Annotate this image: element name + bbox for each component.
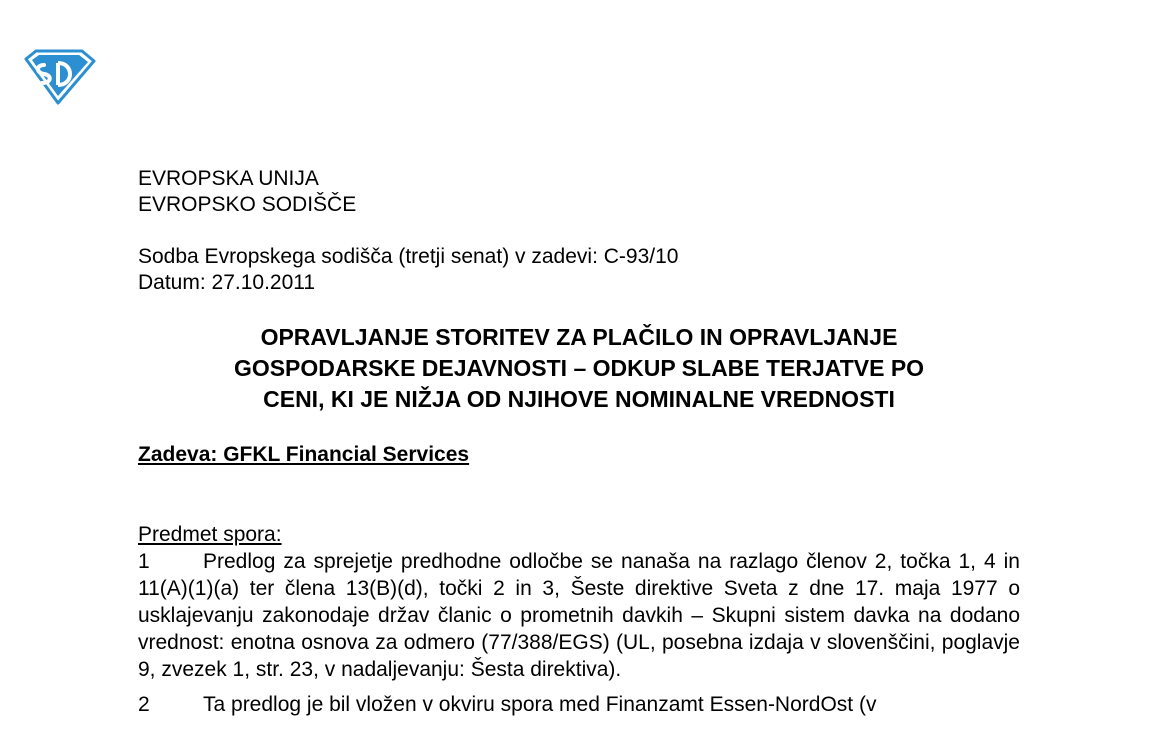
- case-subject: Zadeva: GFKL Financial Services: [138, 443, 470, 466]
- judgment-date: Datum: 27.10.2011: [138, 271, 316, 294]
- paragraph-text: Ta predlog je bil vložen v okviru spora med Finanzamt Essen-NordOst (v: [203, 693, 877, 716]
- judgment-line: Sodba Evropskega sodišča (tretji senat) v zadevi: C-93/10: [138, 245, 679, 268]
- title-line-1: OPRAVLJANJE STORITEV ZA PLAČILO IN OPRAVLJANJE: [260, 324, 898, 350]
- document-page: [138, 166, 1020, 718]
- diamond-logo-icon: [26, 51, 94, 103]
- document-title: [138, 322, 1020, 415]
- title-line-3: CENI, KI JE NIŽJA OD NJIHOVE NOMINALNE VREDNOSTI: [263, 386, 895, 412]
- section-heading: Predmet spora:: [138, 523, 282, 546]
- logo: [22, 47, 96, 105]
- paragraph-2: [138, 691, 1020, 718]
- header-line-1: EVROPSKA UNIJA: [138, 167, 319, 190]
- paragraph-number: 1: [138, 550, 150, 573]
- paragraph-1: [138, 548, 1020, 683]
- paragraph-number: 2: [138, 693, 150, 716]
- paragraph-text: Predlog za sprejetje predhodne odločbe se nanaša na razlago členov 2, točka 1, 4 in 11(A)(1)(a) ter člena 13(B)(d), točki 2 in 3, Šeste direktive Sveta z dne 17. maja 1977 o usklajevanju zakonodaje držav članic o prometnih davkih – Skupni sistem davka na dodano vrednost: enotna osnova za odmero (77/388/EGS) (UL, posebna izdaja v slovenščini, poglavje 9, zvezek 1, str. 23, v nadaljevanju: Šesta direktiva).: [138, 550, 1020, 681]
- title-line-2: GOSPODARSKE DEJAVNOSTI – ODKUP SLABE TERJATVE PO: [233, 355, 925, 381]
- header-line-2: EVROPSKO SODIŠČE: [138, 193, 357, 216]
